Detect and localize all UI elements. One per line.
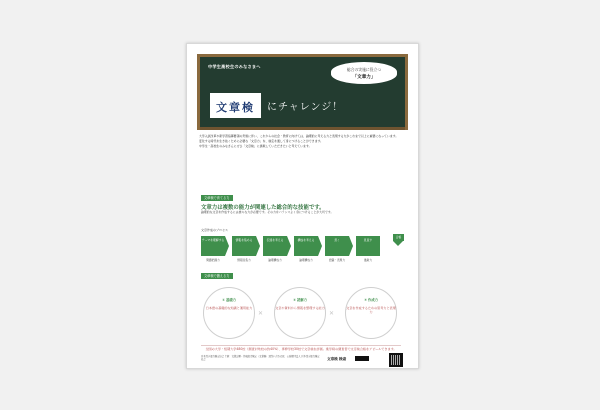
- skill-body: 文章や資料から情報を整理する能力: [275, 306, 325, 310]
- skill-body: 文章を作成するための思考力と表現力: [346, 306, 396, 315]
- section-tag-about: 文章検で育てる力: [201, 195, 233, 201]
- intro-paragraph: 中学生・高校生のみなさんにぜひ「文章検」に挑戦していただきたいと考えています。: [199, 144, 312, 149]
- search-button-logo[interactable]: [355, 356, 369, 361]
- process-step: 情報を集める: [232, 236, 256, 256]
- goal-arrow-icon: [393, 241, 403, 246]
- board-ledge: [200, 127, 405, 130]
- step-caption: 推敲力: [363, 258, 373, 262]
- title-main: 文章検: [216, 101, 255, 114]
- cross-icon: ✕: [329, 310, 335, 317]
- skill-title: ① 基礎力: [222, 298, 236, 302]
- footer-text: 日本漢字能力検定協会 主催 文章読解・作成能力検定（文章検）お問い合わせ先：公益財団法人 日本漢字能力検定協会: [201, 355, 320, 361]
- title-box: [210, 93, 261, 118]
- goal-badge: 合格: [393, 234, 404, 241]
- bubble-line1: 総合の実施に役立つ: [346, 67, 382, 72]
- skill-title: ③ 作成力: [364, 298, 378, 302]
- header-blackboard: [197, 54, 408, 130]
- arrow-icon: [225, 236, 229, 256]
- header-subtitle: 中学生高校生のみなさまへ: [208, 64, 261, 69]
- flyer-page: [186, 43, 419, 369]
- arrow-icon: [349, 236, 353, 256]
- step-caption: 語彙・表現力: [328, 258, 346, 262]
- lead-body: 論理的な文章を作成するには様々な力が必要です。その力をバランスよく身につけることが大切です。: [201, 210, 334, 214]
- bottom-note: 全国の大学・短期大学480校（調査対象校の約40%）、専修学校30校で文章検を評価。進学時の調査書で文章検合格をアピールできます。: [201, 345, 401, 351]
- skill-title: ② 読解力: [293, 298, 307, 302]
- skill-circles: [203, 287, 403, 341]
- title-tail: にチャレンジ！: [267, 102, 344, 113]
- lead-text: は複数の能力が関連した総合的な技能です。: [217, 205, 325, 211]
- intro-paragraph: 大学入試改革や新学習指導要領の実施に伴い、これからの社会・教育に向けては、論理的に考える力と表現する力がこれまで以上に重要になっています。: [199, 134, 399, 138]
- intro-paragraph: 変化する時代を生き抜くために必要な「文章力」を、検定を通して身につけることができます。: [199, 139, 324, 144]
- process-step: 伝達を考える: [263, 236, 287, 256]
- intro-text: [199, 135, 405, 150]
- skill-circle: [345, 287, 397, 339]
- skill-circle: [274, 287, 326, 339]
- process-label: 文章作成のプロセス: [201, 228, 229, 232]
- process-step: 見直す: [356, 236, 380, 256]
- step-caption: 情報収集力: [237, 258, 251, 262]
- skill-body: 日本語の基礎的な知識と運用能力: [205, 306, 253, 310]
- skill-circle: [203, 287, 255, 339]
- arrow-icon: [287, 236, 291, 256]
- cross-icon: ✕: [258, 310, 264, 317]
- process-step: 構成を考える: [294, 236, 318, 256]
- process-step: テーマを理解する: [201, 236, 225, 256]
- speech-bubble: [331, 62, 397, 84]
- step-caption: 論理構成力: [299, 258, 313, 262]
- step-caption: 論理構成力: [268, 258, 282, 262]
- qr-code-icon: [389, 353, 403, 367]
- arrow-icon: [318, 236, 322, 256]
- bubble-line2: 「文章力」: [352, 75, 376, 80]
- arrow-icon: [256, 236, 260, 256]
- footer-brand: 文章検 検索: [327, 357, 347, 361]
- page-title: [210, 93, 343, 118]
- process-steps: [201, 236, 373, 258]
- process-step: 書く: [325, 236, 349, 256]
- section-tag-skills: 文章検で鍛える力: [201, 273, 233, 279]
- footer: [201, 355, 406, 367]
- step-caption: 問題把握力: [206, 258, 220, 262]
- lead-highlight: 文章力: [201, 205, 218, 211]
- process-captions: [201, 258, 381, 264]
